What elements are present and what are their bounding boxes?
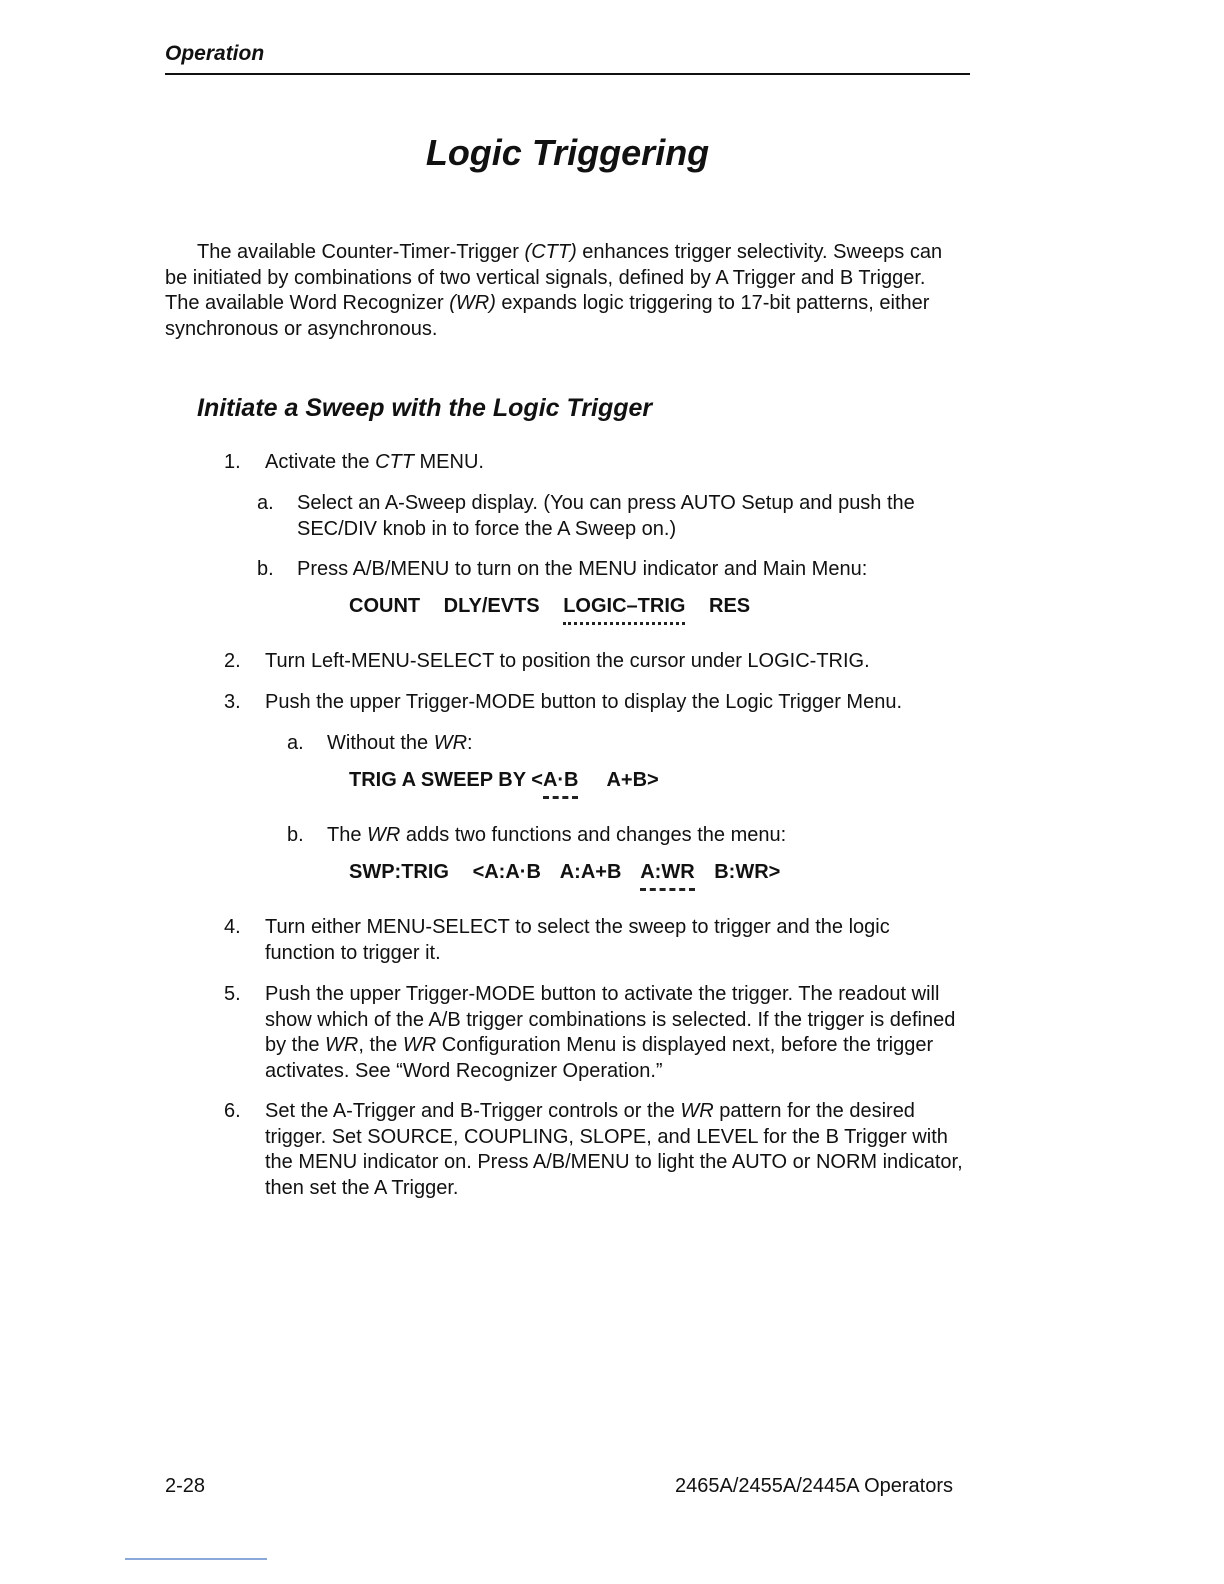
menu-a-a-and-b: <A:A·B bbox=[472, 861, 541, 883]
step-6-em: WR bbox=[680, 1100, 714, 1122]
step-3a-t1: Without the bbox=[327, 732, 434, 754]
step-3a-number: a. bbox=[287, 732, 304, 754]
step-3b-t2: adds two functions and changes the menu: bbox=[400, 824, 787, 846]
document-title: 2465A/2455A/2445A Operators bbox=[675, 1475, 953, 1497]
menu-dly-evts: DLY/EVTS bbox=[443, 595, 540, 617]
main-menu-readout bbox=[349, 595, 768, 618]
section-label: Operation bbox=[165, 42, 265, 65]
wr-menu-readout bbox=[349, 861, 798, 884]
step-5-t3: Configuration Menu is displayed next, before the trigger activates. See “Word Recognizer Operation.” bbox=[265, 1034, 934, 1082]
step-3b-em: WR bbox=[367, 824, 401, 846]
menu-a-or-b: A+B> bbox=[606, 769, 659, 791]
logic-trigger-menu-readout bbox=[349, 769, 677, 792]
step-5-t1: Push the upper Trigger-MODE button to activate the trigger. The readout will show which of the A/B trigger combinations is selected. If the trigger is defined by the bbox=[265, 983, 956, 1056]
step-1a-text: Select an A-Sweep display. (You can press AUTO Setup and push the SEC/DIV knob in to force the A Sweep on.) bbox=[297, 492, 915, 540]
step-2-number: 2. bbox=[224, 650, 241, 672]
step-6-text bbox=[265, 1099, 970, 1201]
cursor-dotted-underline bbox=[563, 622, 685, 625]
intro-text-2: enhances trigger selectivity. Sweeps can be initiated by combinations of two vertical signals, defined by A Trigger and B Trigger. The available Word Recognizer bbox=[165, 241, 943, 314]
menu-trig-a-sweep-by: TRIG A SWEEP BY < bbox=[349, 769, 543, 791]
menu-a-a-or-b: A:A+B bbox=[559, 861, 622, 883]
intro-ctt: (CTT) bbox=[524, 241, 577, 263]
step-5-em1: WR bbox=[325, 1034, 359, 1056]
menu-swp-trig: SWP:TRIG bbox=[349, 861, 449, 883]
page-title: Logic Triggering bbox=[425, 132, 710, 173]
step-5-t2: , the bbox=[358, 1034, 403, 1056]
step-1-text bbox=[265, 450, 965, 476]
step-6-t1: Set the A-Trigger and B-Trigger controls or the bbox=[265, 1100, 681, 1122]
step-5-em2: WR bbox=[402, 1034, 437, 1056]
step-1b-number: b. bbox=[257, 558, 274, 580]
step-3a-em: WR bbox=[433, 732, 468, 754]
step-3b-t1: The bbox=[327, 824, 368, 846]
page-number: 2-28 bbox=[165, 1475, 206, 1497]
step-1b-text: Press A/B/MENU to turn on the MENU indicator and Main Menu: bbox=[297, 558, 868, 580]
step-3a-text bbox=[327, 731, 967, 757]
intro-text-3: expands logic triggering to 17-bit patterns, either synchronous or asynchronous. bbox=[165, 292, 930, 340]
intro-wr: (WR) bbox=[449, 292, 496, 314]
step-6-t2: pattern for the desired trigger. Set SOURCE, COUPLING, SLOPE, and LEVEL for the B Trigger with the MENU indicator on. Press A/B/MENU to light the AUTO or NORM indicator, then set the A Trigger. bbox=[265, 1100, 963, 1199]
step-3a-t2: : bbox=[467, 732, 473, 754]
menu-logic-trig-label: LOGIC–TRIG bbox=[563, 595, 686, 617]
step-6-number: 6. bbox=[224, 1100, 241, 1122]
step-1-t2: MENU. bbox=[413, 451, 484, 473]
step-1-em: CTT bbox=[375, 451, 414, 473]
menu-a-wr bbox=[640, 861, 694, 883]
step-3-text: Push the upper Trigger-MODE button to display the Logic Trigger Menu. bbox=[265, 691, 903, 713]
step-3-number: 3. bbox=[224, 691, 241, 713]
step-5-text bbox=[265, 982, 970, 1084]
menu-b-wr: B:WR> bbox=[714, 861, 781, 883]
menu-a-and-b-label: A·B bbox=[542, 769, 579, 791]
menu-a-and-b bbox=[543, 769, 579, 791]
header-rule bbox=[165, 73, 970, 75]
step-4-text: Turn either MENU-SELECT to select the sweep to trigger and the logic function to trigger it. bbox=[265, 916, 890, 964]
step-1-number: 1. bbox=[224, 451, 241, 473]
step-3b-number: b. bbox=[287, 824, 304, 846]
intro-paragraph bbox=[165, 240, 965, 342]
step-4-number: 4. bbox=[224, 916, 241, 938]
step-5-number: 5. bbox=[224, 983, 241, 1005]
scan-edge-line bbox=[125, 1558, 267, 1560]
menu-a-wr-label: A:WR bbox=[640, 861, 695, 883]
step-1-t1: Activate the bbox=[265, 451, 376, 473]
menu-count: COUNT bbox=[349, 595, 421, 617]
menu-res: RES bbox=[709, 595, 751, 617]
menu-logic-trig bbox=[563, 595, 685, 617]
intro-text-1: The available Counter-Timer-Trigger bbox=[197, 241, 525, 263]
step-1a-number: a. bbox=[257, 492, 274, 514]
step-3b-text bbox=[327, 823, 967, 849]
step-2-text: Turn Left-MENU-SELECT to position the cursor under LOGIC-TRIG. bbox=[265, 650, 870, 672]
cursor-dashed-underline bbox=[543, 796, 579, 799]
cursor-dashed-underline-wr bbox=[640, 888, 694, 891]
section-heading: Initiate a Sweep with the Logic Trigger bbox=[197, 394, 653, 422]
